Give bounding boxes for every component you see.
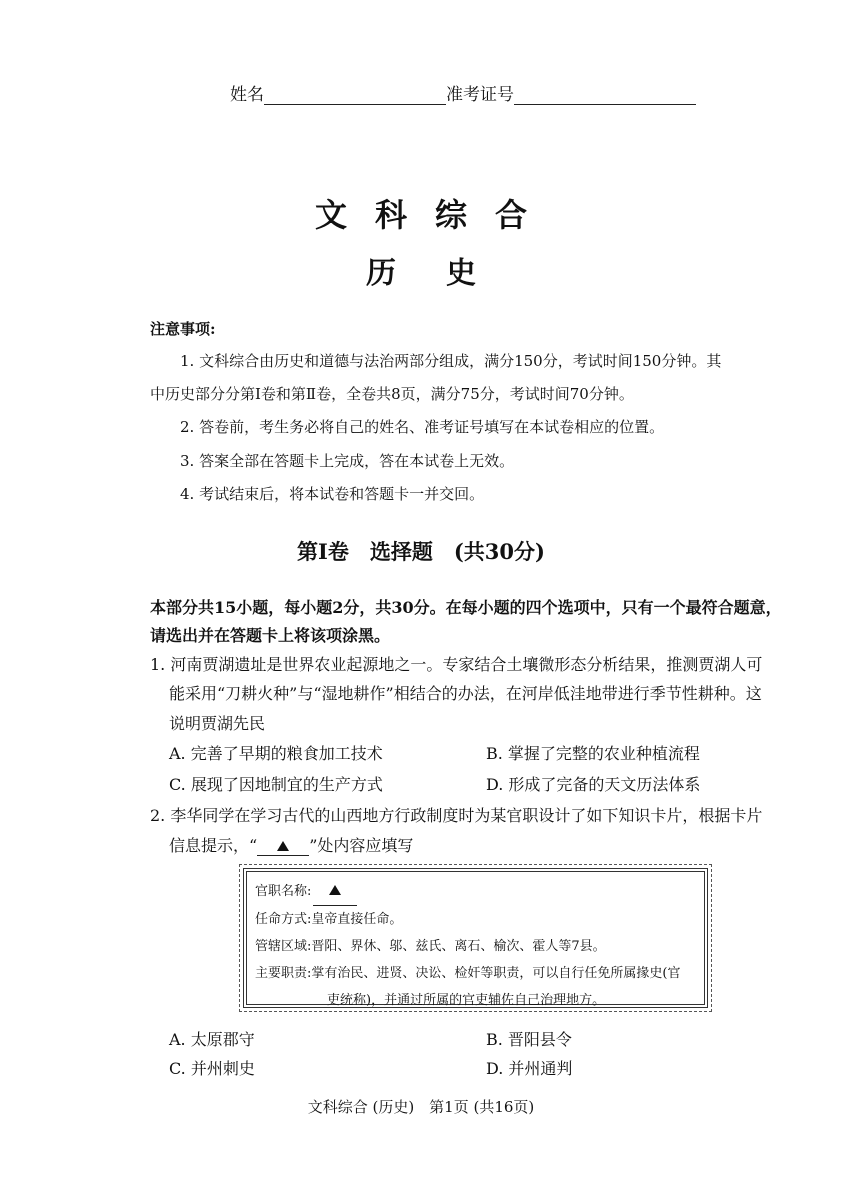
q2-stem-2 xyxy=(169,833,413,856)
page-footer: 文科综合 (历史) 第1页 (共16页) xyxy=(307,1098,535,1116)
note-4: 4. 考试结束后，将本试卷和答题卡一并交回。 xyxy=(180,485,485,503)
card-region: 管辖区域:晋阳、界休、邬、兹氏、离石、榆次、霍人等7县。 xyxy=(255,939,606,954)
q2-option-a: A. 太原郡守 xyxy=(169,1030,255,1049)
q2-stem-2-post: ”处内容应填写 xyxy=(309,836,414,855)
triangle-icon xyxy=(277,841,289,851)
q1-stem-3: 说明贾湖先民 xyxy=(169,714,266,733)
candidate-info xyxy=(230,80,696,105)
card-triangle-icon xyxy=(329,885,341,895)
card-answer-blank xyxy=(313,878,357,906)
card-duty-1: 主要职责:掌有治民、进贤、决讼、检奸等职责，可以自行任免所属掾史(官 xyxy=(255,966,681,981)
q1-option-d: D. 形成了完备的天文历法体系 xyxy=(486,775,701,794)
q2-option-d: D. 并州通判 xyxy=(486,1059,573,1078)
card-duty-2: 吏统称)，并通过所属的官吏辅佐自己治理地方。 xyxy=(327,993,606,1008)
note-1b: 中历史部分分第Ⅰ卷和第Ⅱ卷，全卷共8页，满分75分，考试时间70分钟。 xyxy=(150,385,634,403)
subject-title: 历史 xyxy=(366,256,526,291)
q1-stem-2: 能采用“刀耕火种”与“湿地耕作”相结合的办法，在河岸低洼地带进行季节性耕种。这 xyxy=(169,684,762,703)
q2-option-b: B. 晋阳县令 xyxy=(486,1030,572,1049)
exam-id-label: 准考证号 xyxy=(446,85,514,105)
section-title: 第Ⅰ卷 选择题 (共30分) xyxy=(297,539,545,564)
q1-option-b: B. 掌握了完整的农业种植流程 xyxy=(486,744,700,763)
card-name-label: 官职名称: xyxy=(255,884,312,899)
note-2: 2. 答卷前，考生务必将自己的姓名、准考证号填写在本试卷相应的位置。 xyxy=(180,418,665,436)
exam-title: 文科综合 xyxy=(314,196,555,234)
card-appoint: 任命方式:皇帝直接任命。 xyxy=(255,912,403,927)
q1-stem-1: 1. 河南贾湖遗址是世界农业起源地之一。专家结合土壤微形态分析结果，推测贾湖人可 xyxy=(150,655,763,674)
section-intro-2: 请选出并在答题卡上将该项涂黑。 xyxy=(150,626,391,645)
exam-id-blank xyxy=(514,86,696,105)
notes-heading: 注意事项: xyxy=(150,320,216,338)
card-name-row xyxy=(255,878,696,906)
name-blank xyxy=(264,86,446,105)
note-1a: 1. 文科综合由历史和道德与法治两部分组成，满分150分，考试时间150分钟。其 xyxy=(180,352,722,370)
note-3: 3. 答案全部在答题卡上完成，答在本试卷上无效。 xyxy=(180,452,515,470)
q1-option-c: C. 展现了因地制宜的生产方式 xyxy=(169,775,383,794)
q2-stem-2-pre: 信息提示，“ xyxy=(169,836,258,855)
name-label: 姓名 xyxy=(230,85,264,105)
answer-blank xyxy=(257,836,309,856)
section-intro-1: 本部分共15小题，每小题2分，共30分。在每小题的四个选项中，只有一个最符合题意， xyxy=(150,598,782,617)
q2-option-c: C. 并州刺史 xyxy=(169,1059,255,1078)
q2-stem-1: 2. 李华同学在学习古代的山西地方行政制度时为某官职设计了如下知识卡片，根据卡片 xyxy=(150,806,763,825)
q1-option-a: A. 完善了早期的粮食加工技术 xyxy=(169,744,383,763)
knowledge-card xyxy=(243,868,708,1008)
